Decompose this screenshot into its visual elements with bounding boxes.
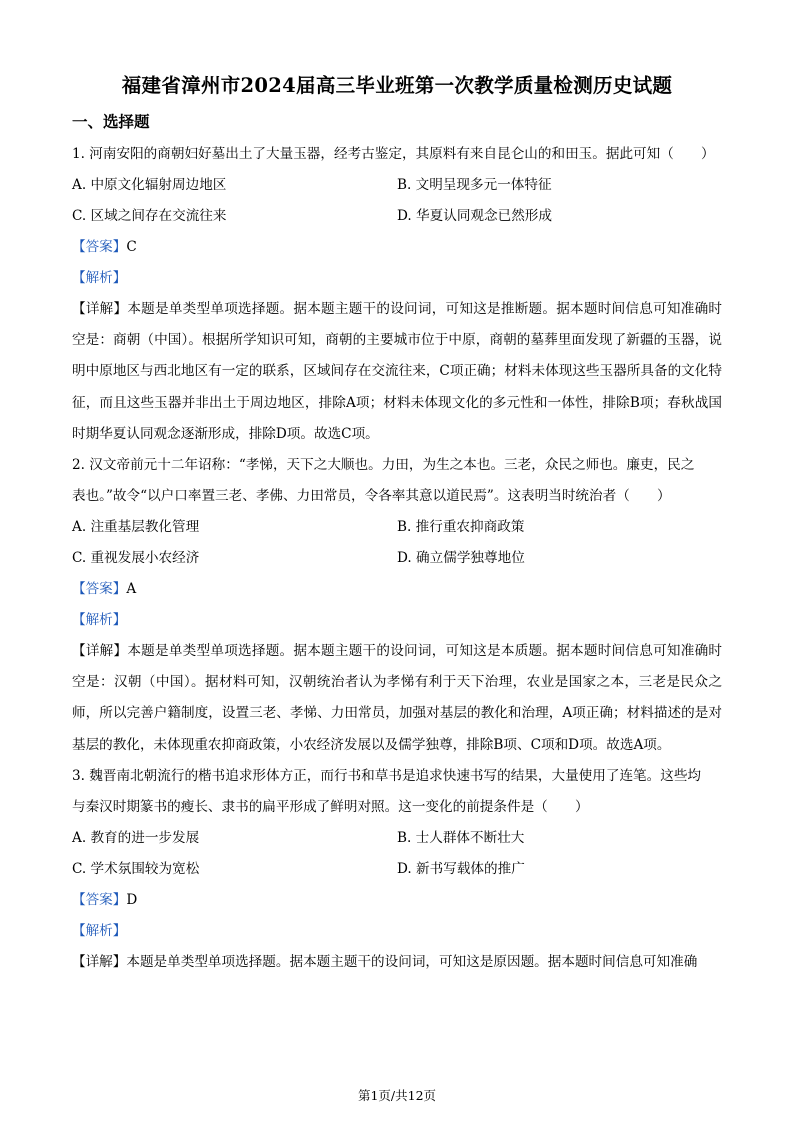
analysis-line: [72, 605, 722, 636]
question-2: [72, 450, 722, 761]
options-row: [72, 170, 722, 201]
answer-line: [72, 885, 722, 916]
option-a: A. 教育的进一步发展: [72, 829, 200, 846]
answer-value: A: [126, 581, 137, 598]
detail-paragraph: [72, 947, 722, 978]
option-c: C. 重视发展小农经济: [72, 550, 200, 567]
answer-value: C: [126, 239, 137, 255]
detail-paragraph: [72, 636, 722, 761]
option-a: A. 注重基层教化管理: [72, 519, 200, 536]
question-3: [72, 761, 722, 978]
detail-tag: 【详解】: [72, 953, 127, 970]
options-row: [72, 201, 722, 232]
options-row: [72, 543, 722, 574]
question-stem: 1. 河南安阳的商朝妇好墓出土了大量玉器，经考古鉴定，其原料有来自昆仑山的和田玉。据此可知（ ）: [72, 146, 715, 162]
detail-tag: 【详解】: [72, 301, 128, 317]
detail-text: 本题是单类型单项选择题。据本题主题干的设问词，可知这是原因题。据本题时间信息可知准确: [126, 953, 698, 970]
page-title: 福建省漳州市2024届高三毕业班第一次教学质量检测历史试题: [121, 74, 673, 97]
analysis-line: [72, 263, 722, 294]
question-stem: 表也。”故令“以户口率置三老、孝佛、力田常员，令各率其意以道民焉”。这表明当时统治者（ ）: [72, 488, 671, 505]
option-d: D. 确立儒学独尊地位: [397, 550, 525, 567]
question-stem: 3. 魏晋南北朝流行的楷书追求形体方正，而行书和草书是追求快速书写的结果，大量使用了连笔。这些均: [72, 767, 702, 784]
question-stem: 2. 汉文帝前元十二年诏称：“孝悌，天下之大顺也。力田，为生之本也。三老，众民之师也。廉吏，民之: [72, 457, 695, 474]
option-b: B. 士人群体不断壮大: [397, 829, 525, 846]
answer-tag: 【答案】: [72, 891, 127, 908]
option-d: D. 华夏认同观念已然形成: [397, 208, 552, 224]
detail-text: 本题是单类型单项选择题。据本题主题干的设问词，可知这是本质题。据本题时间信息可知准确时空是：汉朝（中国）。据材料可知，汉朝统治者认为孝悌有利于天下治理，农业是国家之本，三老是民众之师，所以完善户籍制度，设置三老、孝悌、力田常员，加强对基层的教化和治理，A项正确；材料描述的是对基层的教化，未体现重农抑商政策，小农经济发展以及儒学独尊，排除B项、C项和D项。故选A项。: [72, 643, 723, 753]
options-row: [72, 823, 722, 854]
options-row: [72, 854, 722, 885]
question-1: [72, 139, 722, 450]
section-heading: 一、选择题: [72, 112, 150, 131]
option-c: C. 学术氛围较为宽松: [72, 860, 200, 877]
page-footer: 第1页/共12页: [357, 1088, 437, 1103]
analysis-tag: 【解析】: [72, 922, 127, 939]
analysis-tag: 【解析】: [72, 612, 127, 629]
analysis-tag: 【解析】: [72, 270, 127, 286]
option-c: C. 区域之间存在交流往来: [72, 208, 227, 224]
analysis-line: [72, 916, 722, 947]
answer-tag: 【答案】: [72, 581, 127, 598]
answer-line: [72, 574, 722, 605]
option-b: B. 推行重农抑商政策: [397, 519, 525, 536]
question-stem: 与秦汉时期篆书的瘦长、隶书的扁平形成了鲜明对照。这一变化的前提条件是（ ）: [72, 798, 589, 815]
answer-value: D: [126, 891, 138, 908]
document-page: [72, 62, 722, 978]
option-b: B. 文明呈现多元一体特征: [397, 177, 552, 193]
option-a: A. 中原文化辐射周边地区: [72, 177, 227, 193]
detail-text: 本题是单类型单项选择题。据本题主题干的设问词，可知这是推断题。据本题时间信息可知准确时空是：商朝（中国）。根据所学知识可知，商朝的主要城市位于中原，商朝的墓葬里面发现了新疆的玉器，说明中原地区与西北地区有一定的联系，区域间存在交流往来，C项正确；材料未体现这些玉器所具备的文化特征，而且这些玉器并非出土于周边地区，排除A项；材料未体现文化的多元性和一体性，排除B项；春秋战国时期华夏认同观念逐渐形成，排除D项。故选C项。: [72, 301, 723, 442]
detail-paragraph: [72, 294, 722, 450]
detail-tag: 【详解】: [72, 643, 128, 660]
options-row: [72, 512, 722, 543]
answer-line: [72, 232, 722, 263]
answer-tag: 【答案】: [72, 239, 127, 255]
option-d: D. 新书写载体的推广: [397, 860, 525, 877]
